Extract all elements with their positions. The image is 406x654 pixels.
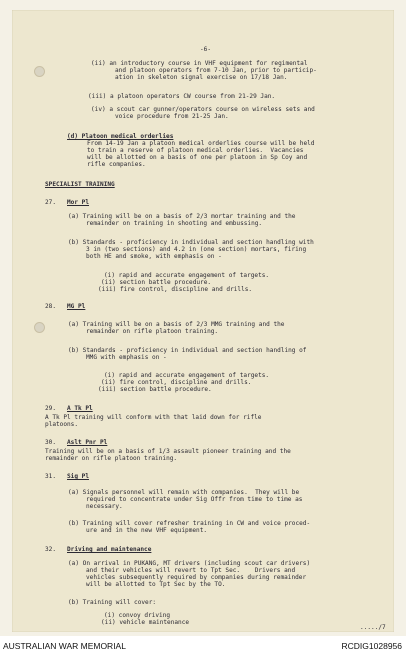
section-heading: SPECIALIST TRAINING xyxy=(45,181,115,188)
item-ii-line: ation in skeleton signal exercise on 17/18 Jan. xyxy=(115,74,288,81)
para-number: 31. xyxy=(45,473,57,480)
para-line: required to concentrate under Sig Offr from time to time as xyxy=(86,496,303,503)
item-d-line: to train a reserve of platoon medical orderlies. Vacancies xyxy=(87,147,304,154)
para-number: 30. xyxy=(45,439,57,446)
para-line: (a) Training will be on a basis of 2/3 mortar training and the xyxy=(68,213,296,220)
para-line: vehicles subsequently required by companies during remainder xyxy=(86,574,307,581)
para-line: remainder on rifle platoon training. xyxy=(86,328,219,335)
para-title: Sig Pl xyxy=(67,473,90,480)
para-line: platoons. xyxy=(45,421,79,428)
para-number: 29. xyxy=(45,405,57,412)
para-line: ure and in the new VHF equipment. xyxy=(86,527,208,534)
para-line: 3 in (two sections) and 4.2 in (one section) mortars, firing xyxy=(86,246,307,253)
para-number: 28. xyxy=(45,303,57,310)
para-line: (a) Training will be on a basis of 2/3 MMG training and the xyxy=(68,321,285,328)
sub-item: (ii) section battle procedure. xyxy=(101,279,212,286)
para-number: 32. xyxy=(45,546,57,553)
para-line: (b) Training will cover refresher training in CW and voice proced- xyxy=(68,520,311,527)
para-line: MMG with emphasis on - xyxy=(86,354,167,361)
para-line: necessary. xyxy=(86,503,123,510)
archive-name: AUSTRALIAN WAR MEMORIAL xyxy=(3,641,126,651)
para-line: A Tk Pl training will conform with that laid down for rifle xyxy=(45,414,262,421)
item-d-line: From 14-19 Jan a platoon medical orderlies course will be held xyxy=(87,140,315,147)
page-number: -6- xyxy=(200,46,212,53)
item-ii-line: (ii) an introductory course in VHF equipment for regimental xyxy=(91,60,308,67)
para-line: remainder on training in shooting and embussing. xyxy=(86,220,263,227)
para-line: (b) Training will cover: xyxy=(68,599,157,606)
para-number: 27. xyxy=(45,199,57,206)
sub-item: (i) rapid and accurate engagement of targets. xyxy=(104,272,270,279)
para-title: Aslt Pnr Pl xyxy=(67,439,108,446)
para-line: (a) Signals personnel will remain with companies. They will be xyxy=(68,489,300,496)
sub-item: (i) rapid and accurate engagement of targets. xyxy=(104,372,270,379)
para-line: (b) Standards - proficiency in individual and section handling with xyxy=(68,239,314,246)
para-title: Mor Pl xyxy=(67,199,90,206)
sub-item: (i) convoy driving xyxy=(104,612,171,619)
document-text xyxy=(12,10,394,632)
item-iv-line: (iv) a scout car gunner/operators course on wireless sets and xyxy=(91,106,315,113)
archive-reference: RCDIG1028956 xyxy=(341,641,402,651)
sub-item: (ii) vehicle maintenance xyxy=(101,619,190,626)
sub-item: (iii) section battle procedure. xyxy=(98,386,212,393)
para-title: A Tk Pl xyxy=(67,405,93,412)
page-turn-marker: ...../7 xyxy=(360,624,386,631)
para-title: Driving and maintenance xyxy=(67,546,152,553)
item-d-line: rifle companies. xyxy=(87,161,146,168)
item-d-heading: (d) Platoon medical orderlies xyxy=(67,133,174,140)
document-page xyxy=(12,10,394,632)
item-iv-line: voice procedure from 21-25 Jan. xyxy=(115,113,229,120)
sub-item: (ii) fire control, discipline and drills. xyxy=(101,379,252,386)
para-line: both HE and smoke, with emphasis on - xyxy=(86,253,222,260)
para-line: remainder on rifle platoon training. xyxy=(45,455,178,462)
para-title: MG Pl xyxy=(67,303,86,310)
para-line: and their vehicles will revert to Tpt Sec. Drivers and xyxy=(86,567,296,574)
archive-footer xyxy=(0,636,406,654)
para-line: will be allotted to Tpt Sec by the TO. xyxy=(86,581,226,588)
para-line: (a) On arrival in PUKANG, MT drivers (including scout car drivers) xyxy=(68,560,311,567)
para-line: (b) Standards - proficiency in individual and section handling of xyxy=(68,347,307,354)
para-line: Training will be on a basis of 1/3 assault pioneer training and the xyxy=(45,448,291,455)
sub-item: (iii) fire control, discipline and drills. xyxy=(98,286,253,293)
item-d-line: will be allotted on a basis of one per platoon in Sp Coy and xyxy=(87,154,308,161)
item-ii-line: and platoon operators from 7-10 Jan, prior to particip- xyxy=(115,67,317,74)
item-iii-line: (iii) a platoon operators CW course from 21-29 Jan. xyxy=(88,93,276,100)
